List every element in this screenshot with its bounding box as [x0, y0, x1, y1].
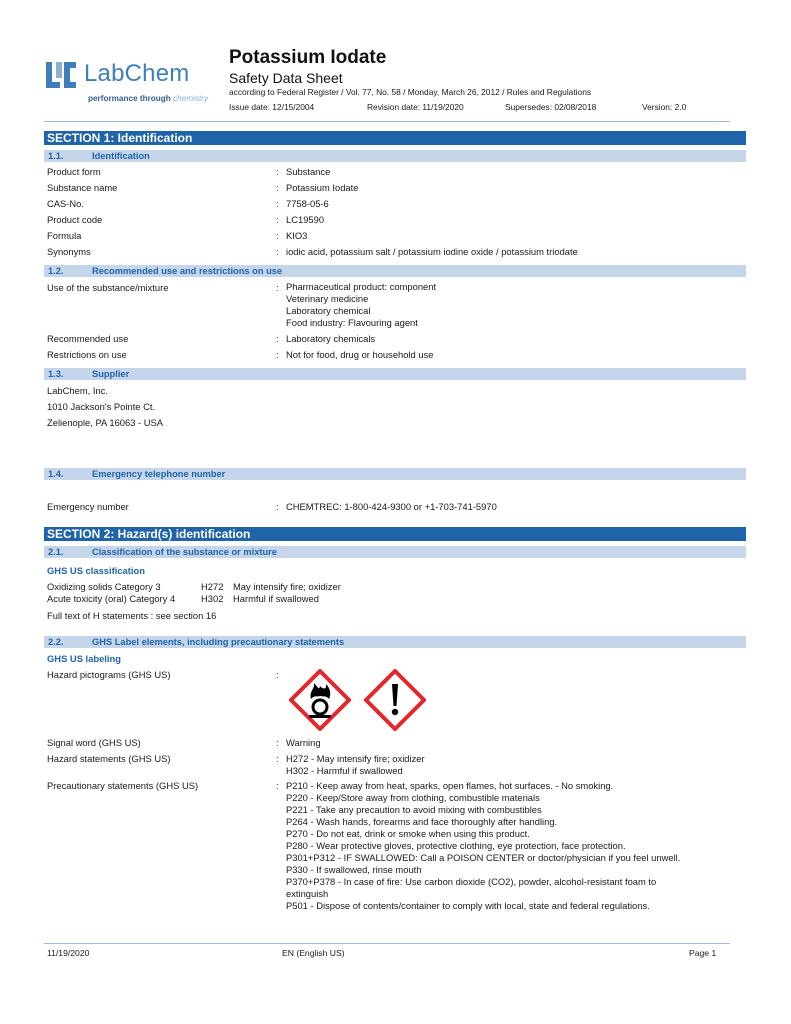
cas-no-label: CAS-No. [47, 198, 84, 209]
hazard-statements-label: Hazard statements (GHS US) [47, 753, 171, 764]
footer-language: EN (English US) [282, 948, 345, 958]
supplier-city: Zelienople, PA 16063 - USA [47, 417, 164, 428]
revision-date: Revision date: 11/19/2020 [367, 102, 464, 112]
version: Version: 2.0 [642, 102, 687, 112]
synonyms-value: iodic acid, potassium salt / potassium iodine oxide / potassium triodate [286, 246, 578, 257]
use-of-substance-values: Pharmaceutical product: component Veterinary medicine Laboratory chemical Food industry: Flavouring agent [286, 281, 437, 328]
classification-category: Oxidizing solids Category 3 [47, 581, 161, 592]
ghs-labeling-heading: GHS US labeling [47, 653, 121, 664]
logo-brand: LabChem [84, 60, 190, 87]
section-2-bar: SECTION 2: Hazard(s) identification [44, 527, 746, 541]
classification-category: Acute toxicity (oral) Category 4 [47, 593, 176, 604]
formula-label: Formula [47, 230, 82, 241]
signal-word-value: Warning [286, 737, 321, 748]
subsection-2-1-bar: 2.1. Classification of the substance or mixture [44, 546, 746, 558]
logo-tagline: performance through chemistry [88, 94, 209, 103]
recommended-use-label: Recommended use [47, 333, 129, 344]
recommended-use-value: Laboratory chemicals [286, 333, 376, 344]
footer-date: 11/19/2020 [47, 948, 90, 958]
document-title: Potassium Iodate [229, 47, 387, 68]
subsection-1-3-bar: 1.3. Supplier [44, 368, 746, 380]
emergency-number-label: Emergency number [47, 501, 129, 512]
footer-divider [44, 943, 730, 944]
subsection-2-2-bar: 2.2. GHS Label elements, including precautionary statements [44, 636, 746, 648]
synonyms-label: Synonyms [47, 246, 91, 257]
supersedes-date: Supersedes: 02/08/2018 [505, 102, 597, 112]
restrictions-value: Not for food, drug or household use [286, 349, 434, 360]
restrictions-label: Restrictions on use [47, 349, 127, 360]
subsection-1-1-bar: 1.1. Identification [44, 150, 746, 162]
hazard-pictograms-label: Hazard pictograms (GHS US) [47, 669, 171, 680]
section-1-bar: SECTION 1: Identification [44, 131, 746, 145]
product-code-label: Product code [47, 214, 103, 225]
substance-name-value: Potassium Iodate [286, 182, 359, 193]
emergency-number-value: CHEMTREC: 1-800-424-9300 or +1-703-741-5970 [286, 501, 497, 512]
supplier-street: 1010 Jackson's Pointe Ct. [47, 401, 156, 412]
cas-no-value: 7758-05-6 [286, 198, 329, 209]
exclamation-mark-icon [364, 669, 426, 731]
header-divider [44, 121, 730, 122]
substance-name-label: Substance name [47, 182, 118, 193]
flame-over-circle-icon [289, 669, 351, 731]
subsection-1-2-bar: 1.2. Recommended use and restrictions on use [44, 265, 746, 277]
product-form-value: Substance [286, 166, 331, 177]
product-code-value: LC19590 [286, 214, 325, 225]
ghs-classification-heading: GHS US classification [47, 565, 145, 576]
classification-code: H302 [201, 593, 224, 604]
footer-page-number: Page 1 [689, 948, 717, 958]
hazard-statements-values: H272 - May intensify fire; oxidizer H302 - Harmful if swallowed [286, 753, 425, 776]
document-subtitle: Safety Data Sheet [229, 70, 343, 86]
labchem-logo [44, 58, 229, 108]
subsection-1-4-bar: 1.4. Emergency telephone number [44, 468, 746, 480]
precautionary-statements-label: Precautionary statements (GHS US) [47, 780, 199, 791]
use-of-substance-label: Use of the substance/mixture [47, 282, 169, 293]
labchem-logo-mark-icon [44, 60, 78, 90]
classification-code: H272 [201, 581, 224, 592]
issue-date: Issue date: 12/15/2004 [229, 102, 315, 112]
classification-text: May intensify fire; oxidizer [233, 581, 341, 592]
supplier-name: LabChem, Inc. [47, 385, 108, 396]
precautionary-statements-values: P210 - Keep away from heat, sparks, open flames, hot surfaces. - No smoking. P220 - Keep/Store away from clothing, combustible materials P221 - Take any precaution to avoid mixing with combustibles P264 - Wash hands, forearms and face thoroughly after handling. P270 - Do not eat, drink or smoke when using this product. P280 - Wear protective gloves, protective clothing, eye protection, face protection. P301+P312 - IF SWALLOWED: Call a POISON CENTER or doctor/physician if you feel unwell. P330 - If swallowed, rinse mouth P370+P378 - In case of fire: Use carbon dioxide (CO2), powder, alcohol-resistant foam to extinguish P501 - Dispose of contents/container to comply with local, state and federal regulations. [286, 780, 681, 911]
signal-word-label: Signal word (GHS US) [47, 737, 141, 748]
product-form-label: Product form [47, 166, 101, 177]
classification-text: Harmful if swallowed [233, 593, 319, 604]
full-text-note: Full text of H statements : see section 16 [47, 610, 217, 621]
formula-value: KIO3 [286, 230, 308, 241]
regulation-reference: according to Federal Register / Vol. 77, No. 58 / Monday, March 26, 2012 / Rules and Regulations [229, 87, 592, 97]
